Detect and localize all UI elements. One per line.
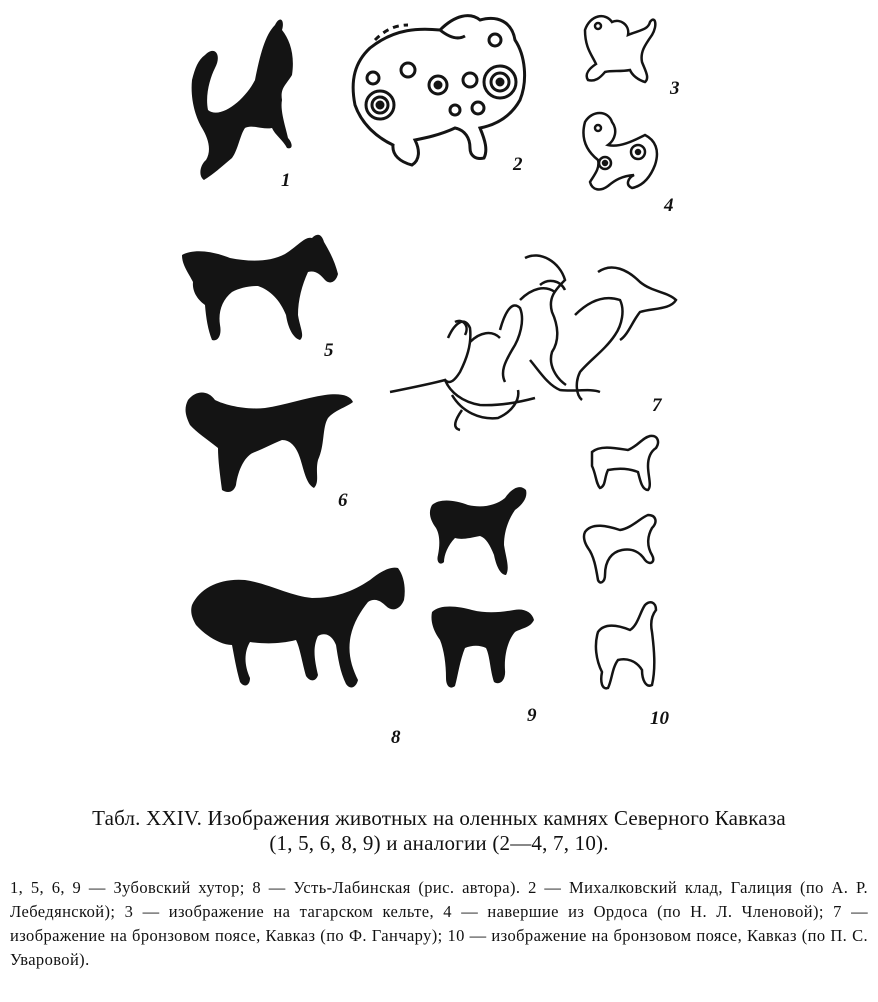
animal-figure-9a [430, 487, 526, 575]
figure-label-8: 8 [391, 727, 401, 748]
figure-label-3: 3 [670, 78, 680, 99]
caption-line-2: (1, 5, 6, 8, 9) и аналогии (2—4, 7, 10). [269, 831, 609, 855]
figure-legend [10, 876, 868, 972]
caption-line-1: Табл. XXIV. Изображения животных на оленных камнях Северного Кавказа [92, 806, 786, 830]
animal-figure-9b [431, 607, 534, 688]
figure-label-6: 6 [338, 490, 348, 511]
animal-figure-4 [583, 113, 656, 189]
animal-figure-5 [182, 235, 338, 341]
figure-label-7: 7 [652, 395, 662, 416]
legend-text: 1, 5, 6, 9 — Зубовский хутор; 8 — Усть-Лабинская (рис. автора). 2 — Михалковский клад, Галиция (по А. Р. Лебедянской); 3 — изображение на тагарском кельте, 4 — навершие из Ордоса (по Н. Л. Членовой); 7 — изображение на бронзовом поясе, Кавказ (по Ф. Ганчару); 10 — изображение на бронзовом поясе, Кавказ (по П. С. Уваровой). [10, 878, 868, 969]
figure-label-2: 2 [513, 154, 523, 175]
animal-figure-10 [584, 436, 658, 688]
animal-figure-7 [390, 255, 676, 430]
table-caption [8, 806, 870, 856]
figure-label-9: 9 [527, 705, 537, 726]
animal-figure-1 [192, 20, 293, 180]
figure-label-4: 4 [664, 195, 674, 216]
figure-label-5: 5 [324, 340, 334, 361]
animal-figure-3 [585, 16, 655, 82]
animal-figure-8 [191, 568, 405, 688]
animal-figure-6 [186, 393, 353, 493]
figure-label-10: 10 [650, 708, 669, 729]
figure-label-1: 1 [281, 170, 291, 191]
animal-figure-2 [353, 16, 524, 165]
